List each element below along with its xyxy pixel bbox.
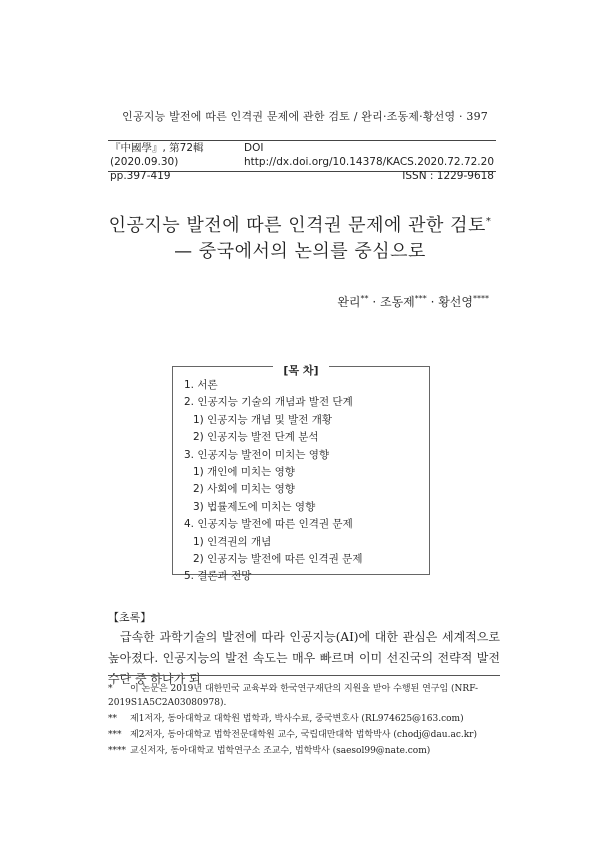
footnote-text: 제2저자, 동아대학교 법학전문대학원 교수, 국립대만대학 법학박사 (chodj@dau.ac.kr)	[130, 730, 477, 740]
doi-link[interactable]: DOI http://dx.doi.org/10.14378/KACS.2020.72.72.20	[244, 142, 495, 168]
author-separator: ·	[368, 295, 380, 309]
toc-subitem: 1) 인공지능 개념 및 발전 개황	[193, 413, 333, 426]
toc-subitem: 1) 개인에 미치는 영향	[193, 466, 295, 479]
paper-title	[0, 209, 600, 265]
title-footnote-mark: *	[485, 216, 492, 227]
toc-subitem: 3) 법률제도에 미치는 영향	[193, 500, 316, 513]
issn: ISSN : 1229-9618	[402, 170, 494, 182]
author-name: 조동제	[379, 295, 415, 309]
toc-item: 5. 결론과 전망	[184, 570, 252, 583]
footnote-mark: ****	[108, 746, 126, 756]
abstract-text: 급속한 과학기술의 발전에 따라 인공지능(AI)에 대한 관심은 세계적으로 높아졌다. 인공지능의 발전 속도는 매우 빠르며 이미 선진국의 전략적 발전 수단 중 하나가 되	[108, 630, 500, 686]
journal-citation: 『中國學』, 第72輯 (2020.09.30)	[110, 142, 204, 168]
author-footnote-mark: ***	[414, 294, 427, 303]
toc-item: 1. 서론	[184, 379, 218, 391]
toc-heading: [목 차]	[273, 364, 328, 377]
author-name: 황선영	[438, 295, 473, 309]
toc-item: 4. 인공지능 발전에 따른 인격권 문제	[184, 518, 353, 531]
table-of-contents	[172, 364, 430, 583]
footnote	[108, 728, 504, 742]
footnote	[108, 682, 504, 710]
toc-subitem: 2) 사회에 미치는 영향	[193, 483, 295, 496]
author-separator: ·	[426, 295, 439, 309]
footnote-text: 교신저자, 동아대학교 법학연구소 조교수, 법학박사 (saesol99@nate.com)	[130, 746, 431, 756]
running-header: 인공지능 발전에 따른 인격권 문제에 관한 검토 / 완리·조동제·황선영 · 397	[122, 110, 488, 123]
author-footnote-mark: ****	[473, 294, 489, 303]
toc-list	[173, 367, 429, 586]
toc-item: 3. 인공지능 발전이 미치는 영향	[184, 448, 330, 461]
toc-subitem: 2) 인공지능 발전 단계 분석	[193, 431, 319, 444]
footnote-text: 이 논문은 2019년 대한민국 교육부와 한국연구재단의 지원을 받아 수행된 연구임 (NRF-2019S1A5C2A03080978).	[108, 684, 479, 708]
footnotes	[108, 682, 504, 760]
footnote-mark: **	[108, 714, 117, 724]
toc-subitem: 1) 인격권의 개념	[193, 535, 272, 548]
toc-subitem: 2) 인공지능 발전에 따른 인격권 문제	[193, 553, 363, 566]
footnote	[108, 712, 504, 726]
author-name: 완리	[337, 295, 361, 309]
footnote-divider	[108, 675, 500, 676]
author-footnote-mark: **	[360, 294, 369, 303]
publication-info	[108, 140, 496, 182]
footnote-text: 제1저자, 동아대학교 대학원 법학과, 박사수료, 중국변호사 (RL974625@163.com)	[130, 714, 464, 724]
abstract-label: 【초록】	[108, 611, 152, 624]
title-subtitle: — 중국에서의 논의를 중심으로	[174, 241, 426, 262]
footnote-mark: ***	[108, 730, 122, 740]
footnote	[108, 744, 504, 758]
toc-item: 2. 인공지능 기술의 개념과 발전 단계	[184, 396, 353, 409]
page-range: pp.397-419	[110, 170, 171, 182]
footnote-mark: *	[108, 684, 113, 694]
author-list	[0, 293, 489, 310]
title-main: 인공지능 발전에 따른 인격권 문제에 관한 검토	[108, 215, 486, 236]
